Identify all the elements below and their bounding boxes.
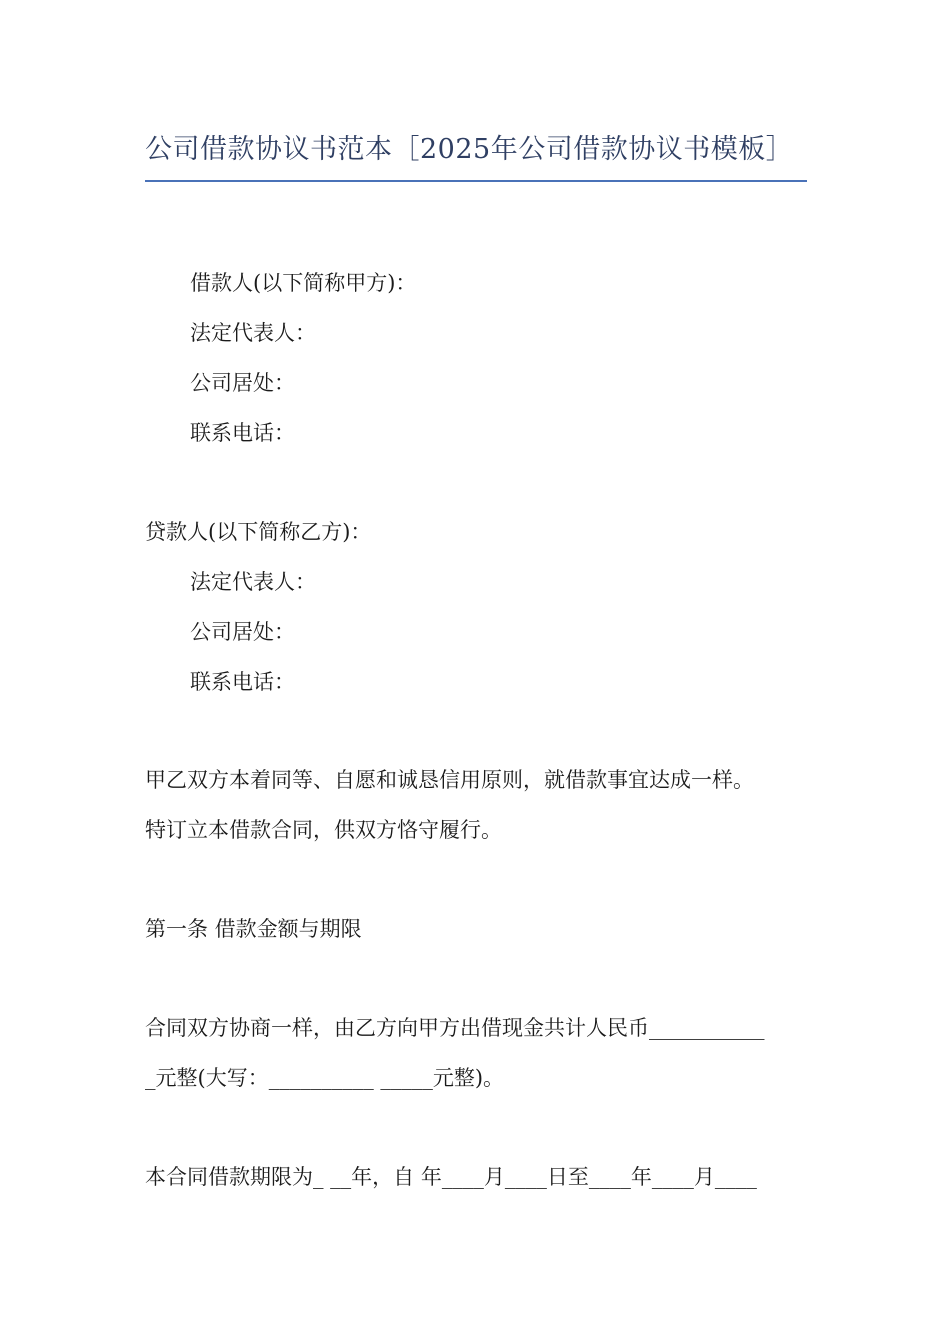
document-title: 公司借款协议书范本［2025年公司借款协议书模板］ xyxy=(145,134,794,165)
borrower-heading: 借款人(以下简称甲方)： xyxy=(190,271,417,295)
lender-phone: 联系电话： xyxy=(190,670,295,694)
amount-line-1: 合同双方协商一样，由乙方向甲方出借现金共计人民币___________ xyxy=(145,1016,765,1040)
title-underline xyxy=(145,180,807,182)
preamble-line-2: 特订立本借款合同，供双方恪守履行。 xyxy=(145,818,502,842)
borrower-address: 公司居处： xyxy=(190,371,295,395)
term-line: 本合同借款期限为_ __年，自 年____月____日至____年____月____ xyxy=(145,1165,757,1189)
lender-legal-rep: 法定代表人： xyxy=(190,570,316,594)
preamble-line-1: 甲乙双方本着同等、自愿和诚恳信用原则，就借款事宜达成一样。 xyxy=(145,768,754,792)
lender-address: 公司居处： xyxy=(190,620,295,644)
lender-heading: 贷款人(以下简称乙方)： xyxy=(145,520,372,544)
borrower-phone: 联系电话： xyxy=(190,421,295,445)
borrower-legal-rep: 法定代表人： xyxy=(190,321,316,345)
amount-line-2: _元整(大写：__________ _____元整)。 xyxy=(145,1066,505,1090)
article1-heading: 第一条 借款金额与期限 xyxy=(145,917,362,941)
